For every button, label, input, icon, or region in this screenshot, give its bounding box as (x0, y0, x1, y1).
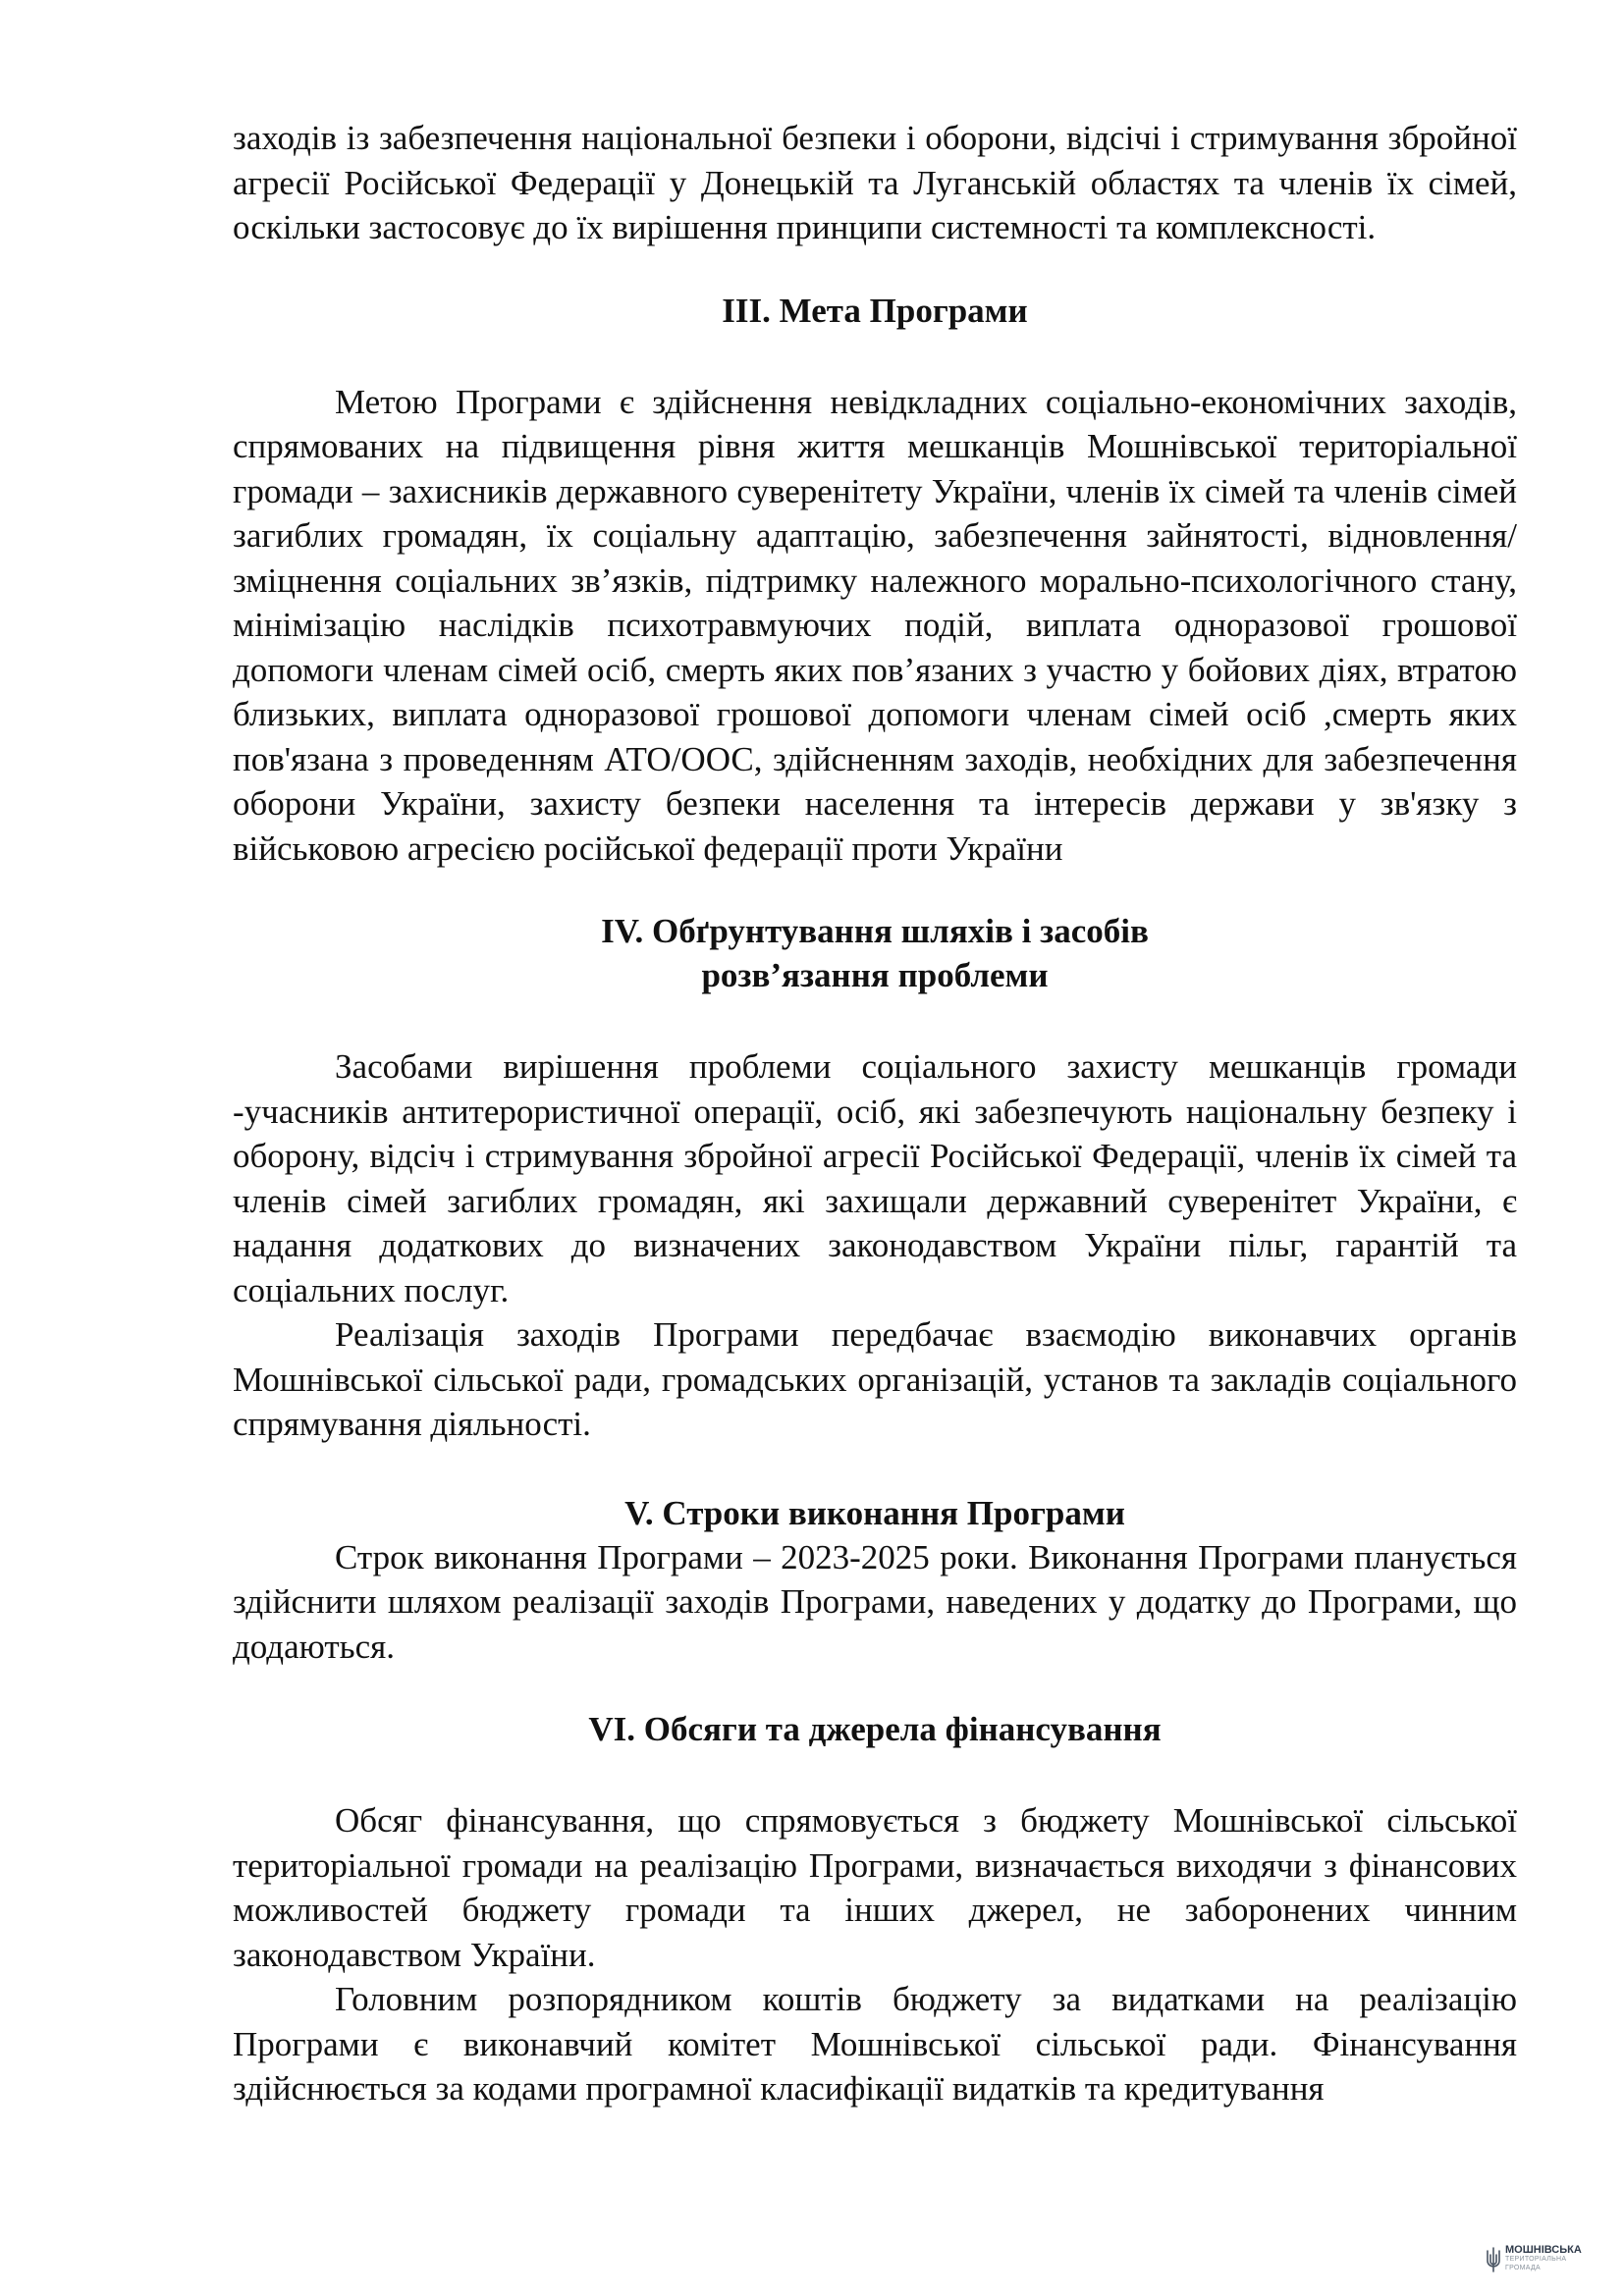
section-4-heading-line1: ІV. Обґрунтування шляхів і засобів (601, 912, 1149, 950)
intro-paragraph: заходів із забезпечення національної безпеки і оборони, відсічі і стримування збройної агресії Російської Федерації у Донецькій та Луганській областях та членів їх сімей, оскільки застосовує до їх вирішення принципи системності та комплексності. (233, 119, 1517, 246)
section-6-heading: VІ. Обсяги та джерела фінансування (588, 1710, 1162, 1748)
section-4-paragraph-2: Реалізація заходів Програми передбачає взаємодію виконавчих органів Мошнівської сільської ради, громадських організацій, установ та закладів соціального спрямування діяльності. (233, 1315, 1517, 1443)
community-logo (1486, 2246, 1582, 2272)
trident-emblem-icon (1486, 2247, 1501, 2272)
document-page (233, 116, 1517, 2111)
section-4-paragraph-1: Засобами вирішення проблеми соціального захисту мешканців громади -учасників антитерористичної операції, осіб, які забезпечують національну безпеку і оборону, відсіч і стримування збройної агресії Російської Федерації, членів їх сімей та членів сімей загиблих громадян, які захищали державний суверенітет України, є надання додаткових до визначених законодавством України пільг, гарантій та соціальних послуг. (233, 1047, 1517, 1309)
logo-line-3: ГРОМАДА (1505, 2265, 1541, 2271)
section-6-paragraph-1: Обсяг фінансування, що спрямовується з бюджету Мошнівської сільської територіальної громади на реалізацію Програми, визначається виходячи з фінансових можливостей бюджету громади та інших джерел, не заборонених чинним законодавством України. (233, 1801, 1517, 1974)
section-5-heading: V. Строки виконання Програми (624, 1493, 1125, 1532)
logo-text (1505, 2246, 1582, 2272)
section-3-heading: ІІІ. Мета Програми (722, 291, 1028, 330)
logo-line-2: ТЕРИТОРІАЛЬНА (1505, 2256, 1567, 2263)
section-6-paragraph-2: Головним розпорядником коштів бюджету за видатками на реалізацію Програми є виконавчий комітет Мошнівської сільської ради. Фінансування здійснюється за кодами програмної класифікації видатків та кредитування (233, 1980, 1517, 2108)
section-4-heading-line2: розв’язання проблеми (701, 956, 1049, 994)
section-5-paragraph: Строк виконання Програми – 2023-2025 роки. Виконання Програми планується здійснити шляхом реалізації заходів Програми, наведених у додатку до Програми, що додаються. (233, 1537, 1517, 1666)
section-3-paragraph: Метою Програми є здійснення невідкладних соціально-економічних заходів, спрямованих на підвищення рівня життя мешканців Мошнівської територіальної громади – захисників державного суверенітету України, членів їх сімей та членів сімей загиблих громадян, їх соціальну адаптацію, забезпечення зайнятості, відновлення/зміцнення соціальних зв’язків, підтримку належного морально-психологічного стану, мінімізацію наслідків психотравмуючих подій, виплата одноразової грошової допомоги членам сімей осіб, смерть яких пов’язаних з участю у бойових діях, втратою близьких, виплата одноразової грошової допомоги членам сімей осіб ,смерть яких пов'язана з проведенням АТО/ООС, здійсненням заходів, необхідних для забезпечення оборони України, захисту безпеки населення та інтересів держави у зв'язку з військовою агресією російської федерації проти України (233, 382, 1517, 868)
logo-line-1: МОШНІВСЬКА (1505, 2244, 1582, 2256)
